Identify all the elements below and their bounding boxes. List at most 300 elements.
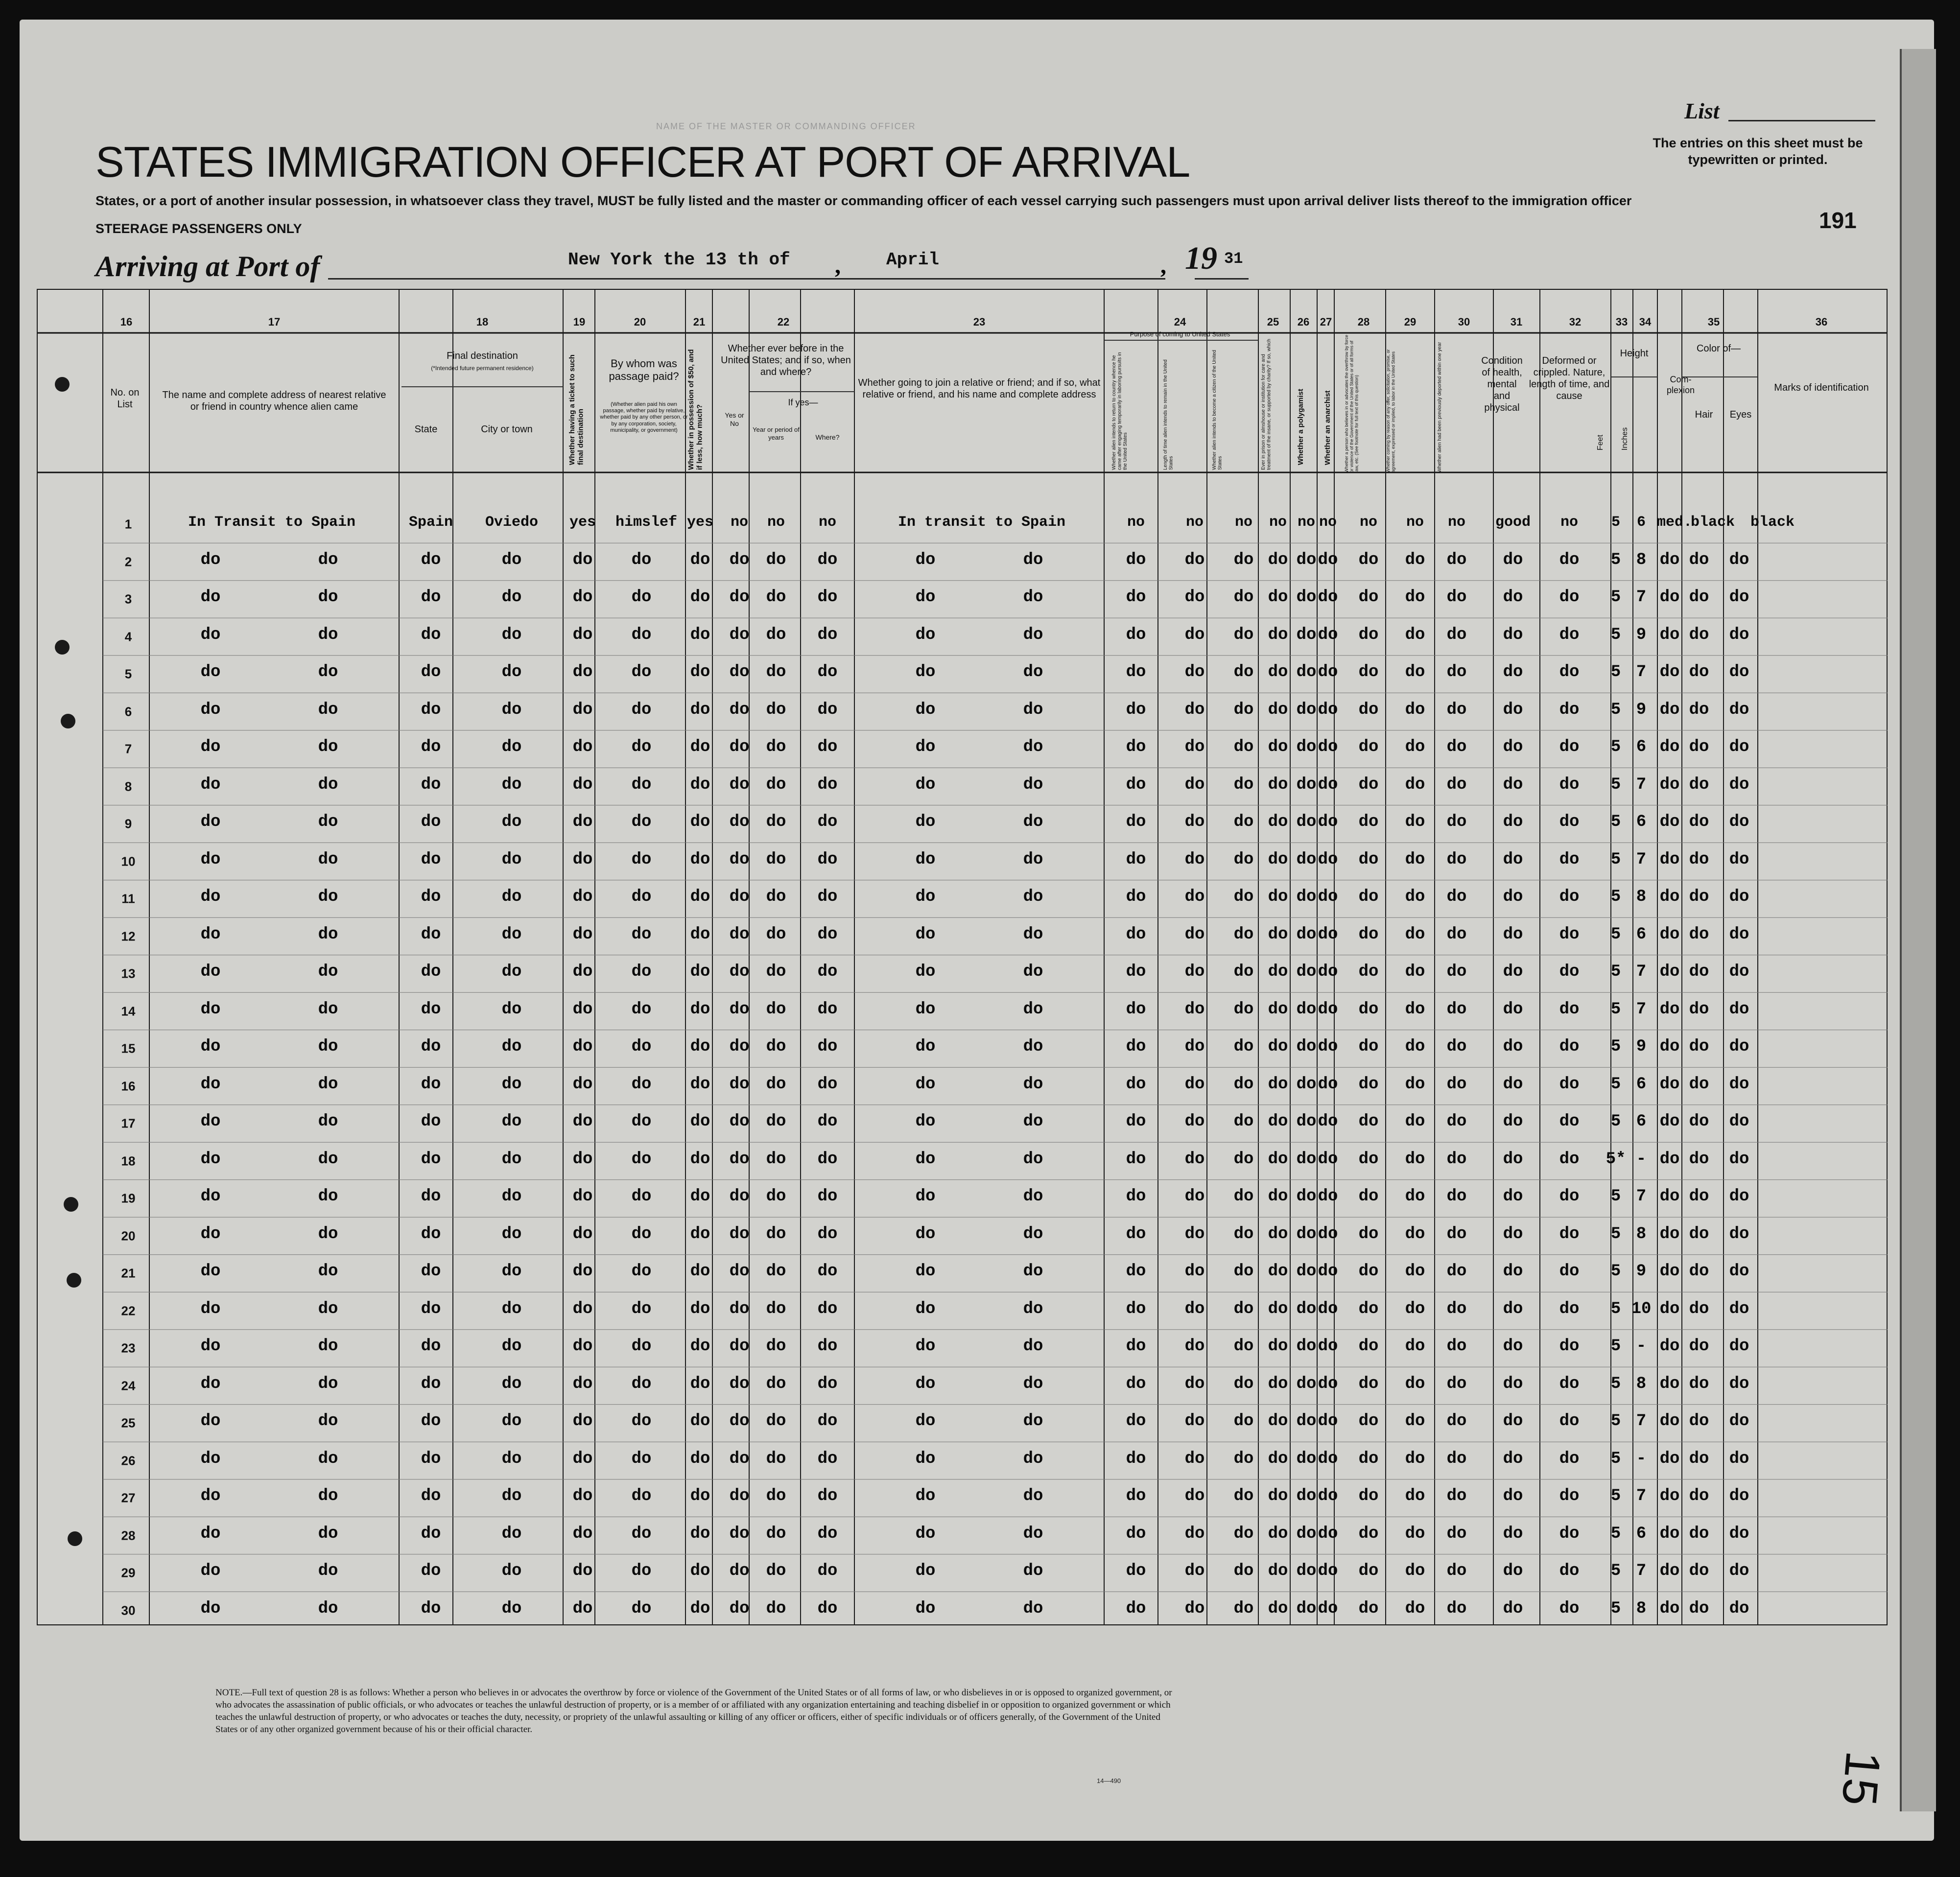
cell-c24c: do bbox=[1233, 1299, 1254, 1318]
cell-c31: do bbox=[1503, 625, 1523, 644]
cell-c27: do bbox=[1318, 925, 1338, 944]
cell-city: do bbox=[501, 1150, 522, 1169]
cell-c28: do bbox=[1358, 1562, 1379, 1580]
cell-feet: 5 bbox=[1610, 1224, 1621, 1244]
cell-c28: do bbox=[1358, 625, 1379, 644]
cell-feet: 5 bbox=[1610, 1112, 1621, 1131]
page-edge bbox=[1900, 49, 1936, 1811]
cell-c17b: do bbox=[318, 1075, 338, 1094]
cell-hair: do bbox=[1689, 550, 1709, 569]
cell-c22a: do bbox=[729, 1524, 750, 1543]
cell-city: do bbox=[501, 700, 522, 719]
cell-inches: 8 bbox=[1636, 1374, 1647, 1393]
cell-c25: do bbox=[1268, 850, 1288, 869]
cell-c24b: do bbox=[1184, 1599, 1205, 1618]
column-number: 19 bbox=[573, 316, 586, 328]
cell-c28: do bbox=[1358, 888, 1379, 906]
cell-c30: do bbox=[1446, 962, 1467, 981]
cell-c31: do bbox=[1503, 1112, 1523, 1131]
cell-c17b: do bbox=[318, 813, 338, 831]
cell-c17a: do bbox=[200, 1000, 221, 1019]
cell-c34: med. bbox=[1656, 514, 1693, 531]
cell-c19: do bbox=[572, 1524, 593, 1543]
row-number: 26 bbox=[121, 1453, 136, 1468]
cell-c23a: do bbox=[915, 775, 936, 794]
cell-state: do bbox=[421, 1037, 441, 1056]
cell-c23a: do bbox=[915, 1075, 936, 1094]
cell-c20: do bbox=[631, 925, 652, 944]
cell-c26: do bbox=[1296, 1337, 1317, 1356]
cell-hair: do bbox=[1689, 738, 1709, 756]
cell-c22c: do bbox=[817, 1075, 838, 1094]
cell-c34: do bbox=[1659, 700, 1680, 719]
cell-c30: do bbox=[1446, 1337, 1467, 1356]
cell-c17a: do bbox=[200, 625, 221, 644]
cell-c22a: do bbox=[729, 588, 750, 607]
cell-c22c: do bbox=[817, 1262, 838, 1281]
cell-c32: do bbox=[1559, 962, 1580, 981]
cell-c30: no bbox=[1447, 514, 1466, 531]
cell-c22a: do bbox=[729, 1262, 750, 1281]
cell-c31: do bbox=[1503, 775, 1523, 794]
header-deported: Whether alien had been previously deported within one year bbox=[1437, 342, 1442, 472]
cell-city: do bbox=[501, 1449, 522, 1468]
cell-inches: 7 bbox=[1636, 1000, 1647, 1019]
cell-c26: do bbox=[1296, 962, 1317, 981]
cell-c27: do bbox=[1318, 1412, 1338, 1431]
cell-c19: do bbox=[572, 1412, 593, 1431]
cell-hair: do bbox=[1689, 1000, 1709, 1019]
cell-feet: 5 bbox=[1610, 1299, 1621, 1318]
row-number: 23 bbox=[121, 1340, 136, 1356]
column-number: 25 bbox=[1267, 316, 1279, 328]
cell-c25: do bbox=[1268, 1562, 1288, 1580]
cell-c23b: do bbox=[1023, 1112, 1043, 1131]
cell-c24a: do bbox=[1126, 1374, 1146, 1393]
cell-feet: 5 bbox=[1610, 813, 1621, 831]
cell-c24b: do bbox=[1184, 1150, 1205, 1169]
cell-eyes: do bbox=[1729, 1224, 1749, 1244]
cell-c25: do bbox=[1268, 550, 1288, 569]
cell-c24b: do bbox=[1184, 1187, 1205, 1206]
cell-c19: do bbox=[572, 1262, 593, 1281]
cell-inches: 9 bbox=[1636, 625, 1647, 644]
cell-c31: do bbox=[1503, 1299, 1523, 1318]
cell-c23b: do bbox=[1023, 1562, 1043, 1580]
header-passage-paid-note: (Whether alien paid his own passage, whether paid by relative, whether paid by any other person, or by any corporation, society, municipality, or government) bbox=[600, 401, 688, 433]
cell-c22b: do bbox=[766, 850, 786, 869]
cell-c30: do bbox=[1446, 550, 1467, 569]
cell-c17a: do bbox=[200, 1487, 221, 1505]
cell-inches: 6 bbox=[1636, 1524, 1647, 1543]
header-ticket: Whether having a ticket to such final destination bbox=[568, 354, 585, 465]
cell-city: do bbox=[501, 1224, 522, 1244]
cell-c29: do bbox=[1405, 813, 1425, 831]
cell-c22b: do bbox=[766, 738, 786, 756]
cell-c22a: do bbox=[729, 625, 750, 644]
cell-state: do bbox=[421, 1112, 441, 1131]
cell-feet: 5 bbox=[1610, 1524, 1621, 1543]
cell-hair: do bbox=[1689, 1187, 1709, 1206]
cell-c24c: do bbox=[1233, 1037, 1254, 1056]
cell-c23a: do bbox=[915, 1262, 936, 1281]
cell-c27: do bbox=[1318, 1037, 1338, 1056]
cell-city: do bbox=[501, 888, 522, 906]
cell-c19: do bbox=[572, 700, 593, 719]
cell-c22c: do bbox=[817, 1000, 838, 1019]
column-number: 23 bbox=[973, 316, 986, 328]
cell-feet: 5 bbox=[1610, 1374, 1621, 1393]
cell-c23a: In transit to Spain bbox=[897, 514, 1066, 531]
cell-c22b: do bbox=[766, 1374, 786, 1393]
cell-c22b: do bbox=[766, 1187, 786, 1206]
cell-inches: 6 bbox=[1636, 514, 1646, 531]
cell-c30: do bbox=[1446, 1262, 1467, 1281]
cell-c30: do bbox=[1446, 1150, 1467, 1169]
row-number: 21 bbox=[121, 1266, 136, 1281]
column-number: 31 bbox=[1510, 316, 1523, 328]
cell-c21: do bbox=[690, 850, 710, 869]
cell-feet: 5 bbox=[1610, 925, 1621, 944]
cell-c17b: do bbox=[318, 1112, 338, 1131]
cell-feet: 5 bbox=[1610, 888, 1621, 906]
cell-eyes: black bbox=[1750, 514, 1795, 531]
cell-c21: do bbox=[690, 1224, 710, 1244]
cell-hair: do bbox=[1689, 850, 1709, 869]
cell-c19: do bbox=[572, 1224, 593, 1244]
cell-c27: do bbox=[1318, 1112, 1338, 1131]
cell-c27: no bbox=[1319, 514, 1337, 531]
cell-state: do bbox=[421, 1412, 441, 1431]
cell-c32: no bbox=[1560, 514, 1579, 531]
cell-c22c: do bbox=[817, 888, 838, 906]
cell-c17a: do bbox=[200, 1599, 221, 1618]
cell-state: do bbox=[421, 625, 441, 644]
cell-c24a: do bbox=[1126, 1037, 1146, 1056]
cell-c22a: do bbox=[729, 550, 750, 569]
cell-c22a: do bbox=[729, 962, 750, 981]
cell-c30: do bbox=[1446, 1524, 1467, 1543]
cell-c17b: do bbox=[318, 550, 338, 569]
cell-c24a: do bbox=[1126, 1299, 1146, 1318]
cell-c19: do bbox=[572, 850, 593, 869]
cell-c31: do bbox=[1503, 1449, 1523, 1468]
header-no-on-list: No. on List bbox=[110, 387, 140, 410]
cell-state: do bbox=[421, 738, 441, 756]
row-number: 25 bbox=[121, 1415, 136, 1431]
comma: , bbox=[1160, 253, 1166, 279]
cell-eyes: do bbox=[1729, 1449, 1749, 1468]
cell-c24b: do bbox=[1184, 700, 1205, 719]
cell-c17a: In Transit to Spain bbox=[188, 514, 356, 531]
cell-c27: do bbox=[1318, 1562, 1338, 1580]
cell-c17a: do bbox=[200, 888, 221, 906]
cell-c24c: do bbox=[1233, 625, 1254, 644]
cell-c20: do bbox=[631, 1037, 652, 1056]
cell-c29: do bbox=[1405, 550, 1425, 569]
cell-c26: do bbox=[1296, 888, 1317, 906]
cell-c28: do bbox=[1358, 1075, 1379, 1094]
cell-c17b: do bbox=[318, 1150, 338, 1169]
cell-c24a: do bbox=[1126, 1599, 1146, 1618]
year-line bbox=[1195, 278, 1249, 280]
cell-feet: 5 bbox=[1610, 1487, 1621, 1505]
cell-c32: do bbox=[1559, 625, 1580, 644]
cell-c29: do bbox=[1405, 962, 1425, 981]
cell-c25: do bbox=[1268, 1374, 1288, 1393]
cell-c23b: do bbox=[1023, 1412, 1043, 1431]
cell-c26: do bbox=[1296, 1150, 1317, 1169]
header-color-of: Color of— bbox=[1696, 343, 1741, 354]
cell-c23b: do bbox=[1023, 925, 1043, 944]
cell-c22b: do bbox=[766, 1412, 786, 1431]
cell-c23b: do bbox=[1023, 850, 1043, 869]
cell-eyes: do bbox=[1729, 1524, 1749, 1543]
cell-c17a: do bbox=[200, 1037, 221, 1056]
cell-hair: do bbox=[1689, 1299, 1709, 1318]
cell-city: do bbox=[501, 925, 522, 944]
header-join-relative: Whether going to join a relative or friend; and if so, what relative or friend, and his name and complete address bbox=[858, 377, 1101, 400]
cell-state: do bbox=[421, 850, 441, 869]
row-number: 10 bbox=[121, 854, 136, 868]
cell-c24b: do bbox=[1184, 1224, 1205, 1244]
cell-c22c: do bbox=[817, 1150, 838, 1169]
row-number: 24 bbox=[121, 1378, 136, 1393]
cell-c34: do bbox=[1659, 1449, 1680, 1468]
cell-c20: do bbox=[631, 1187, 652, 1206]
cell-state: do bbox=[421, 775, 441, 794]
cell-c19: do bbox=[572, 1150, 593, 1169]
cell-c34: do bbox=[1659, 1000, 1680, 1019]
cell-c17b: do bbox=[318, 1262, 338, 1281]
cell-feet: 5 bbox=[1610, 1599, 1621, 1618]
cell-c22c: do bbox=[817, 663, 838, 681]
cell-c22c: do bbox=[817, 1187, 838, 1206]
cell-c26: do bbox=[1296, 1599, 1317, 1618]
cell-c24c: no bbox=[1234, 514, 1253, 531]
cell-eyes: do bbox=[1729, 700, 1749, 719]
cell-city: do bbox=[501, 1299, 522, 1318]
column-number: 21 bbox=[693, 316, 706, 328]
cell-c27: do bbox=[1318, 1187, 1338, 1206]
form-code: 14—490 bbox=[1097, 1777, 1121, 1784]
cell-c29: do bbox=[1405, 1599, 1425, 1618]
cell-c34: do bbox=[1659, 1487, 1680, 1505]
cell-c24c: do bbox=[1233, 700, 1254, 719]
cell-c20: do bbox=[631, 1000, 652, 1019]
page-title: STATES IMMIGRATION OFFICER AT PORT OF ARRIVAL bbox=[95, 138, 1190, 186]
cell-hair: do bbox=[1689, 1524, 1709, 1543]
cell-c34: do bbox=[1659, 1374, 1680, 1393]
cell-c29: do bbox=[1405, 588, 1425, 607]
steerage-label: STEERAGE PASSENGERS ONLY bbox=[95, 221, 302, 236]
cell-c24a: do bbox=[1126, 850, 1146, 869]
cell-c34: do bbox=[1659, 1187, 1680, 1206]
cell-eyes: do bbox=[1729, 1412, 1749, 1431]
cell-c23a: do bbox=[915, 550, 936, 569]
header-purpose-b: Length of time alien intends to remain in the United States bbox=[1163, 359, 1174, 470]
cell-c22c: do bbox=[817, 775, 838, 794]
cell-c29: do bbox=[1405, 700, 1425, 719]
cell-hair: do bbox=[1689, 700, 1709, 719]
cell-c27: do bbox=[1318, 1262, 1338, 1281]
cell-c32: do bbox=[1559, 1374, 1580, 1393]
cell-c24b: do bbox=[1184, 1262, 1205, 1281]
cell-c24b: do bbox=[1184, 888, 1205, 906]
cell-c31: do bbox=[1503, 1524, 1523, 1543]
cell-c25: do bbox=[1268, 925, 1288, 944]
cell-c22c: do bbox=[817, 1224, 838, 1244]
row-number: 20 bbox=[121, 1228, 136, 1243]
cell-c25: do bbox=[1268, 962, 1288, 981]
cell-c30: do bbox=[1446, 1412, 1467, 1431]
cell-c30: do bbox=[1446, 1075, 1467, 1094]
cell-c32: do bbox=[1559, 888, 1580, 906]
cell-c17b: do bbox=[318, 663, 338, 681]
cell-c21: do bbox=[690, 1037, 710, 1056]
header-deformed: Deformed or crippled. Nature, length of time, and cause bbox=[1529, 355, 1610, 401]
cell-hair: black bbox=[1690, 514, 1735, 531]
cell-c31: do bbox=[1503, 588, 1523, 607]
cell-c23a: do bbox=[915, 1187, 936, 1206]
cell-c30: do bbox=[1446, 1299, 1467, 1318]
cell-c34: do bbox=[1659, 588, 1680, 607]
cell-city: do bbox=[501, 1599, 522, 1618]
cell-c32: do bbox=[1559, 1524, 1580, 1543]
cell-hair: do bbox=[1689, 1337, 1709, 1356]
cell-c21: do bbox=[690, 925, 710, 944]
cell-c31: do bbox=[1503, 1262, 1523, 1281]
cell-c28: do bbox=[1358, 738, 1379, 756]
cell-c31: do bbox=[1503, 1150, 1523, 1169]
cell-inches: 7 bbox=[1636, 1562, 1647, 1580]
cell-c30: do bbox=[1446, 1000, 1467, 1019]
cell-c24b: do bbox=[1184, 1562, 1205, 1580]
cell-c22b: do bbox=[766, 663, 786, 681]
list-number-line bbox=[1728, 120, 1875, 121]
cell-c24a: do bbox=[1126, 625, 1146, 644]
cell-c24a: do bbox=[1126, 738, 1146, 756]
cell-c24c: do bbox=[1233, 1112, 1254, 1131]
cell-c29: do bbox=[1405, 775, 1425, 794]
cell-c23a: do bbox=[915, 700, 936, 719]
header-anarchist: Whether an anarchist bbox=[1323, 390, 1332, 465]
cell-c22c: do bbox=[817, 1562, 838, 1580]
cell-c28: do bbox=[1358, 925, 1379, 944]
cell-c28: do bbox=[1358, 550, 1379, 569]
cell-c31: do bbox=[1503, 1487, 1523, 1505]
cell-c26: do bbox=[1296, 588, 1317, 607]
cell-c20: do bbox=[631, 888, 652, 906]
cell-c24a: do bbox=[1126, 1524, 1146, 1543]
cell-c30: do bbox=[1446, 1374, 1467, 1393]
cell-c20: do bbox=[631, 700, 652, 719]
cell-c27: do bbox=[1318, 550, 1338, 569]
cell-c28: do bbox=[1358, 850, 1379, 869]
cell-c25: do bbox=[1268, 1299, 1288, 1318]
cell-c19: yes bbox=[569, 514, 596, 531]
cell-hair: do bbox=[1689, 962, 1709, 981]
cell-c27: do bbox=[1318, 738, 1338, 756]
row-number: 19 bbox=[121, 1191, 136, 1206]
cell-c34: do bbox=[1659, 813, 1680, 831]
cell-hair: do bbox=[1689, 1487, 1709, 1505]
cell-c24c: do bbox=[1233, 1599, 1254, 1618]
cell-c31: do bbox=[1503, 1000, 1523, 1019]
cell-c19: do bbox=[572, 1299, 593, 1318]
cell-c26: do bbox=[1296, 1299, 1317, 1318]
cell-feet: 5 bbox=[1610, 1449, 1621, 1468]
cell-c17a: do bbox=[200, 775, 221, 794]
cell-c20: do bbox=[631, 813, 652, 831]
cell-c22b: do bbox=[766, 1449, 786, 1468]
year-prefix: 19 bbox=[1185, 240, 1217, 276]
cell-c25: do bbox=[1268, 663, 1288, 681]
cell-c31: good bbox=[1495, 514, 1531, 531]
cell-city: do bbox=[501, 1262, 522, 1281]
cell-c19: do bbox=[572, 663, 593, 681]
cell-c23a: do bbox=[915, 625, 936, 644]
cell-c17b: do bbox=[318, 625, 338, 644]
cell-c17b: do bbox=[318, 700, 338, 719]
cell-c19: do bbox=[572, 1187, 593, 1206]
cell-c34: do bbox=[1659, 1112, 1680, 1131]
cell-c17a: do bbox=[200, 700, 221, 719]
cell-c17a: do bbox=[200, 813, 221, 831]
cell-state: do bbox=[421, 700, 441, 719]
cell-c27: do bbox=[1318, 850, 1338, 869]
cell-c26: do bbox=[1296, 1037, 1317, 1056]
cell-c29: do bbox=[1405, 738, 1425, 756]
cell-c34: do bbox=[1659, 1599, 1680, 1618]
cell-inches: 10 bbox=[1631, 1299, 1652, 1318]
cell-c23a: do bbox=[915, 1487, 936, 1505]
cell-eyes: do bbox=[1729, 1150, 1749, 1169]
cell-c22a: do bbox=[729, 1412, 750, 1431]
cell-c23a: do bbox=[915, 1000, 936, 1019]
cell-c27: do bbox=[1318, 1599, 1338, 1618]
cell-c26: do bbox=[1296, 813, 1317, 831]
column-number: 24 bbox=[1174, 316, 1186, 328]
header-final-destination: Final destination bbox=[447, 351, 518, 361]
cell-eyes: do bbox=[1729, 1262, 1749, 1281]
cell-c31: do bbox=[1503, 1337, 1523, 1356]
cell-c30: do bbox=[1446, 1487, 1467, 1505]
cell-c31: do bbox=[1503, 888, 1523, 906]
header-possession: Whether in possession of $50, and if less, how much? bbox=[687, 349, 704, 470]
cell-c22a: do bbox=[729, 1487, 750, 1505]
cell-c31: do bbox=[1503, 1037, 1523, 1056]
cell-city: do bbox=[501, 1487, 522, 1505]
cell-c24b: do bbox=[1184, 588, 1205, 607]
cell-c17a: do bbox=[200, 550, 221, 569]
cell-c23a: do bbox=[915, 925, 936, 944]
cell-c22c: do bbox=[817, 588, 838, 607]
cell-feet: 5 bbox=[1610, 1000, 1621, 1019]
cell-c23a: do bbox=[915, 1112, 936, 1131]
cell-inches: 9 bbox=[1636, 1262, 1647, 1281]
cell-inches: 8 bbox=[1636, 888, 1647, 906]
cell-hair: do bbox=[1689, 1599, 1709, 1618]
cell-c30: do bbox=[1446, 1224, 1467, 1244]
cell-c23b: do bbox=[1023, 888, 1043, 906]
cell-c21: do bbox=[690, 1562, 710, 1580]
cell-state: do bbox=[421, 1075, 441, 1094]
cell-c31: do bbox=[1503, 1562, 1523, 1580]
cell-c26: do bbox=[1296, 925, 1317, 944]
cell-c19: do bbox=[572, 625, 593, 644]
column-number: 33 bbox=[1615, 316, 1628, 328]
